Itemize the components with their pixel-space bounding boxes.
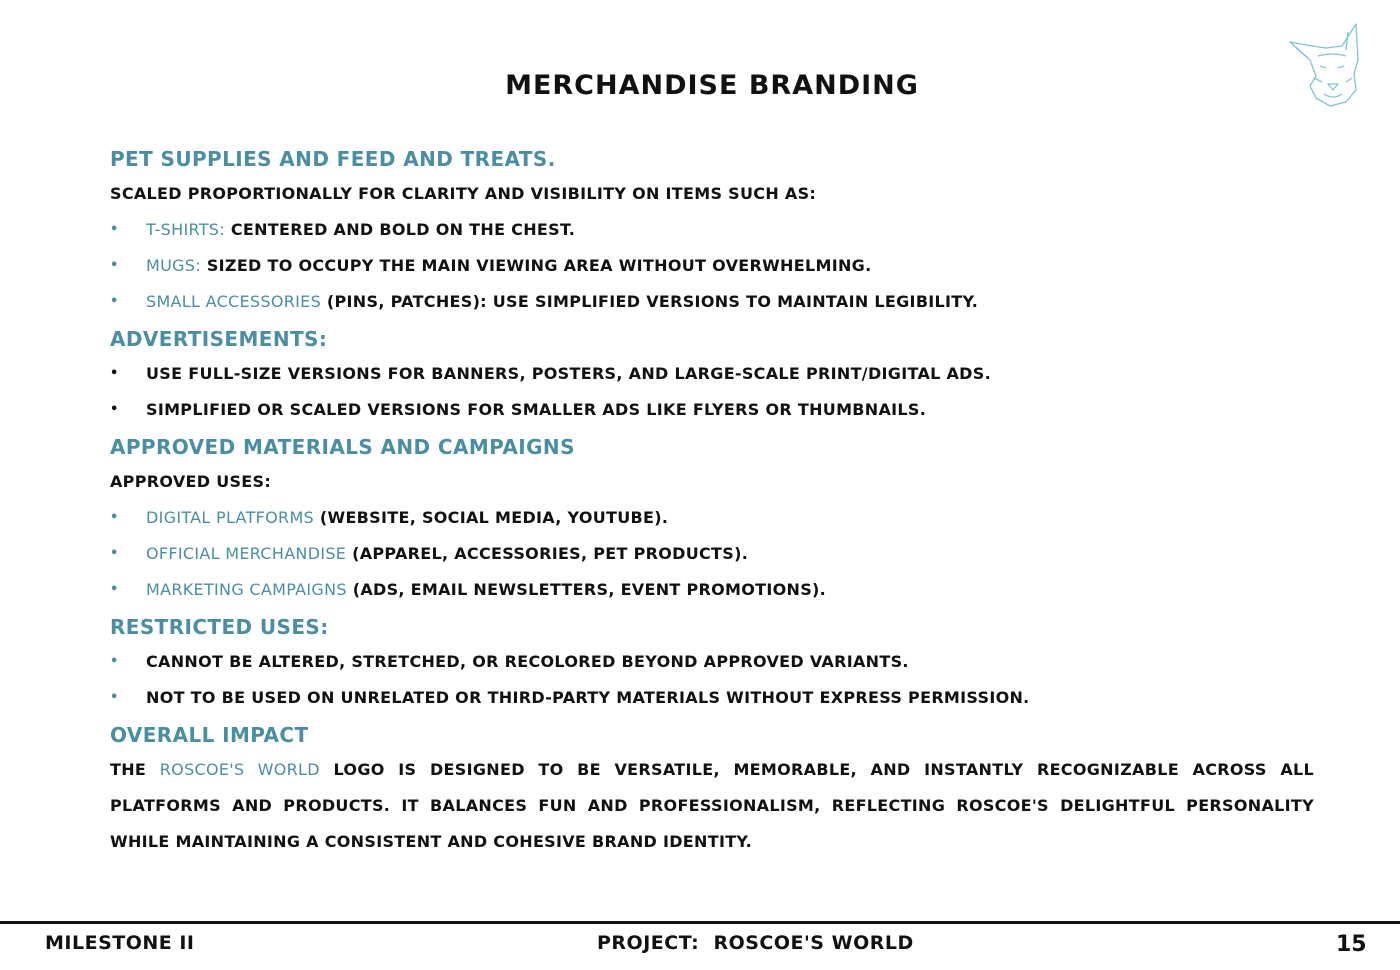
item-label: SMALL ACCESSORIES — [146, 292, 322, 311]
item-text: USE FULL-SIZE VERSIONS FOR BANNERS, POSTERS, AND LARGE-SCALE PRINT/DIGITAL ADS. — [146, 364, 991, 383]
content — [110, 140, 1314, 860]
section-heading-advertisements: ADVERTISEMENTS: — [110, 327, 328, 351]
bullet: • — [110, 654, 119, 669]
section-heading-restricted: RESTRICTED USES: — [110, 615, 329, 639]
item-text: (PINS, PATCHES): USE SIMPLIFIED VERSIONS TO MAINTAIN LEGIBILITY. — [321, 292, 979, 311]
footer-project: PROJECT: ROSCOE'S WORLD — [597, 932, 914, 954]
brand-name: ROSCOE'S WORLD — [159, 760, 320, 779]
impact-pre: THE — [110, 760, 160, 779]
page-title: MERCHANDISE BRANDING — [505, 70, 919, 101]
item-label: DIGITAL PLATFORMS — [146, 508, 315, 527]
section-heading-approved: APPROVED MATERIALS AND CAMPAIGNS — [110, 435, 575, 459]
item-text: NOT TO BE USED ON UNRELATED OR THIRD-PARTY MATERIALS WITHOUT EXPRESS PERMISSION. — [146, 688, 1030, 707]
list-item — [110, 536, 1314, 572]
dog-head-logo-icon — [1286, 20, 1366, 110]
approved-intro: APPROVED USES: — [110, 472, 272, 491]
bullet: • — [110, 510, 119, 525]
item-text: CENTERED AND BOLD ON THE CHEST. — [224, 220, 576, 239]
bullet: • — [110, 582, 119, 597]
list-item — [110, 500, 1314, 536]
item-text: SIZED TO OCCUPY THE MAIN VIEWING AREA WITHOUT OVERWHELMING. — [200, 256, 872, 275]
item-text: (APPAREL, ACCESSORIES, PET PRODUCTS). — [346, 544, 749, 563]
bullet: • — [110, 690, 119, 705]
item-text: CANNOT BE ALTERED, STRETCHED, OR RECOLORED BEYOND APPROVED VARIANTS. — [146, 652, 909, 671]
list-item — [110, 680, 1314, 716]
list-item — [110, 284, 1314, 320]
section-heading-pet-supplies: PET SUPPLIES AND FEED AND TREATS. — [110, 147, 556, 171]
item-label: OFFICIAL MERCHANDISE — [146, 544, 347, 563]
list-item — [110, 212, 1314, 248]
item-label: MARKETING CAMPAIGNS — [146, 580, 347, 599]
list-item — [110, 644, 1314, 680]
bullet: • — [110, 294, 119, 309]
pet-intro: SCALED PROPORTIONALLY FOR CLARITY AND VISIBILITY ON ITEMS SUCH AS: — [110, 184, 817, 203]
bullet: • — [110, 402, 119, 417]
item-text: SIMPLIFIED OR SCALED VERSIONS FOR SMALLER ADS LIKE FLYERS OR THUMBNAILS. — [146, 400, 927, 419]
page-number: 15 — [1336, 932, 1367, 957]
item-text: (WEBSITE, SOCIAL MEDIA, YOUTUBE). — [314, 508, 669, 527]
impact-paragraph — [110, 752, 1314, 860]
bullet: • — [110, 546, 119, 561]
bullet: • — [110, 222, 119, 237]
list-item — [110, 248, 1314, 284]
item-label: MUGS: — [146, 256, 201, 275]
bullet: • — [110, 366, 119, 381]
item-text: (ADS, EMAIL NEWSLETTERS, EVENT PROMOTIONS). — [346, 580, 827, 599]
section-heading-overall-impact: OVERALL IMPACT — [110, 723, 309, 747]
footer-divider — [0, 921, 1400, 924]
bullet: • — [110, 258, 119, 273]
impact-post: LOGO IS DESIGNED TO BE VERSATILE, MEMORABLE, AND INSTANTLY RECOGNIZABLE ACROSS ALL PLATFORMS AND PRODUCTS. IT BALANCES FUN AND PROFESSIONALISM, REFLECTING ROSCOE'S DELIGHTFUL PERSONALITY WHILE MAINTAINING A CONSISTENT AND COHESIVE BRAND IDENTITY. — [110, 760, 1315, 851]
list-item — [110, 356, 1314, 392]
list-item — [110, 392, 1314, 428]
item-label: T-SHIRTS: — [146, 220, 225, 239]
footer-milestone: MILESTONE II — [45, 932, 195, 954]
list-item — [110, 572, 1314, 608]
